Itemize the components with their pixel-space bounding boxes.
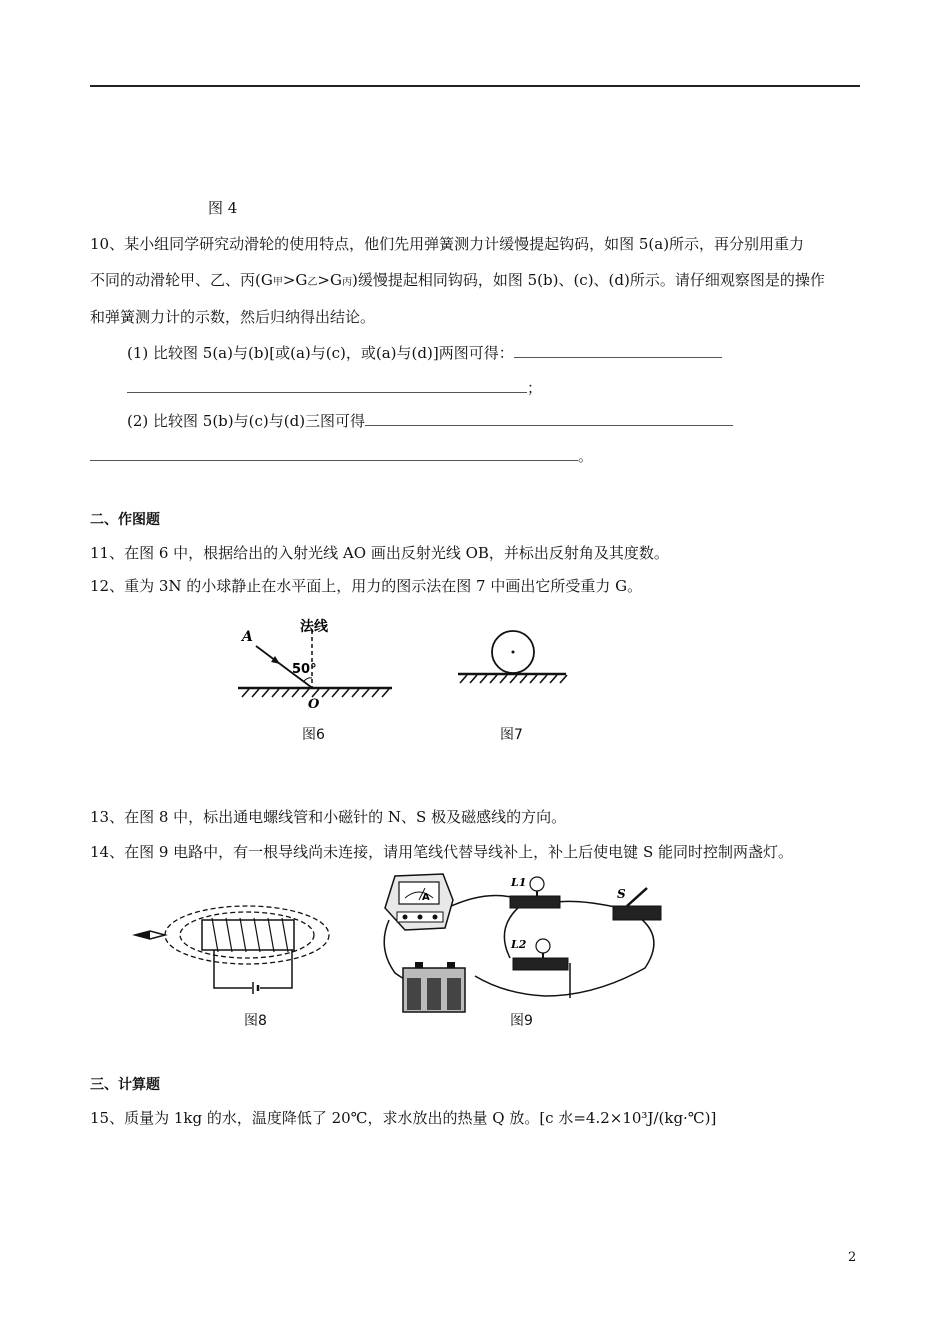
switch-s bbox=[613, 887, 661, 920]
header-rule bbox=[90, 85, 860, 87]
page-number: 2 bbox=[848, 1250, 857, 1265]
fig9-caption: 图9 bbox=[510, 1013, 533, 1029]
bulb-l1-label: L1 bbox=[511, 876, 527, 889]
q10-part2: (2) 比较图 5(b)与(c)与(d)三图可得 bbox=[127, 411, 733, 431]
solenoid bbox=[202, 920, 294, 950]
fig8-caption: 图8 bbox=[244, 1013, 267, 1029]
q15: 15、质量为 1kg 的水，温度降低了 20℃，求水放出的热量 Q 放。[c 水=4.2×10³J/(kg·℃)] bbox=[90, 1109, 717, 1127]
switch-label: S bbox=[617, 887, 626, 901]
fig6-label-a: A bbox=[242, 629, 253, 645]
fig6-label-o: O bbox=[308, 697, 320, 710]
figure-8 bbox=[130, 900, 340, 1000]
q10-line2: 不同的动滑轮甲、乙、丙(G甲>G乙>G丙)缓慢提起相同钩码，如图 5(b)、(c)、(d)所示。请仔细观察图是的操作 bbox=[90, 271, 825, 289]
bulb-l1 bbox=[510, 876, 560, 908]
q10-part1-cont: ； bbox=[127, 378, 542, 398]
figure-7 bbox=[452, 622, 572, 690]
fig6-caption: 图6 bbox=[302, 727, 325, 743]
q12: 12、重为 3N 的小球静止在水平面上，用力的图示法在图 7 中画出它所受重力 G。 bbox=[90, 577, 643, 595]
q10-part1: (1) 比较图 5(a)与(b)[或(a)与(c)，或(a)与(d)]两图可得： bbox=[127, 343, 722, 363]
q11: 11、在图 6 中，根据给出的入射光线 AO 画出反射光线 OB，并标出反射角及其度数。 bbox=[90, 544, 669, 562]
fig4-caption: 图 4 bbox=[208, 199, 238, 217]
battery bbox=[403, 962, 465, 1012]
answer-blank[interactable] bbox=[365, 411, 733, 426]
answer-blank[interactable] bbox=[127, 378, 527, 393]
fig6-label-normal: 法线 bbox=[300, 619, 328, 635]
bulb-l2 bbox=[510, 938, 568, 970]
q14: 14、在图 9 电路中，有一根导线尚未连接，请用笔线代替导线补上，补上后使电键 S 能同时控制两盏灯。 bbox=[90, 843, 793, 861]
figure-6 bbox=[230, 615, 400, 710]
q10-line3: 和弹簧测力计的示数，然后归纳得出结论。 bbox=[90, 308, 376, 326]
fig7-caption: 图7 bbox=[500, 727, 523, 743]
ammeter bbox=[385, 874, 453, 930]
bulb-l2-label: L2 bbox=[511, 938, 527, 951]
answer-blank[interactable] bbox=[90, 446, 578, 461]
ammeter-label: A bbox=[422, 892, 430, 903]
figure-9 bbox=[375, 868, 675, 1020]
q10-line1: 10、某小组同学研究动滑轮的使用特点，他们先用弹簧测力计缓慢提起钩码，如图 5(a)所示，再分别用重力 bbox=[90, 235, 805, 253]
q10-part2-cont: 。 bbox=[90, 446, 593, 466]
section-heading-calculation: 三、计算题 bbox=[90, 1077, 160, 1093]
q13: 13、在图 8 中，标出通电螺线管和小磁针的 N、S 极及磁感线的方向。 bbox=[90, 808, 567, 826]
fig6-angle-label: 50° bbox=[292, 662, 317, 677]
answer-blank[interactable] bbox=[514, 343, 722, 358]
section-heading-drawing: 二、作图题 bbox=[90, 512, 160, 528]
